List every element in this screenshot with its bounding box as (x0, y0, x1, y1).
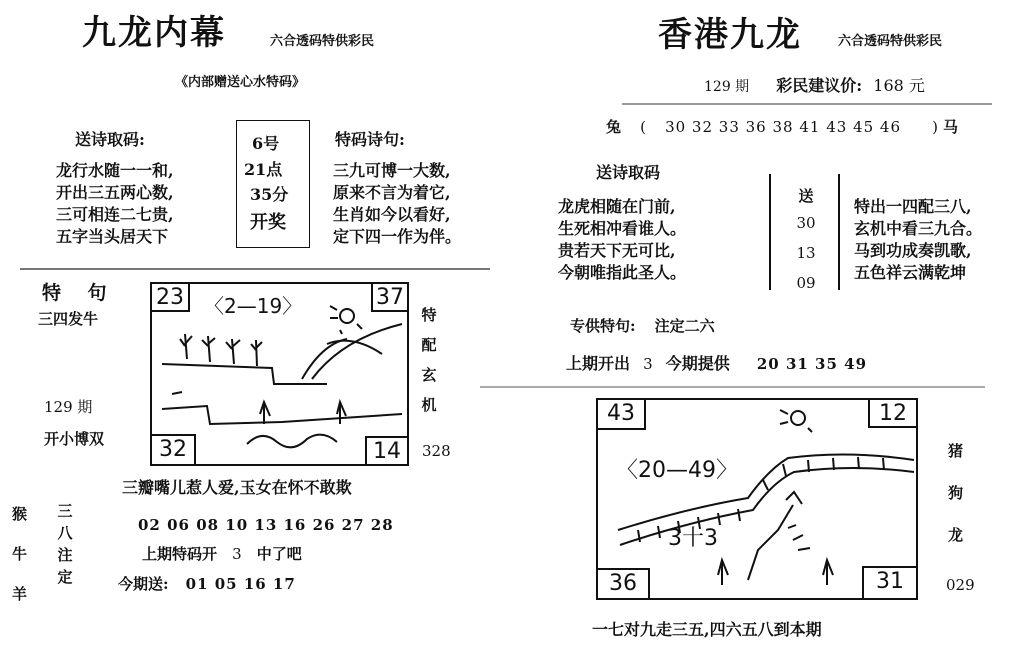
right-poem2-line: 玄机中看三九合。 (854, 219, 983, 238)
right-next-label: 今期提供 (665, 354, 730, 373)
tema-poem (333, 160, 461, 248)
left-divider (20, 268, 490, 270)
send-right-line (838, 174, 840, 290)
zodiac-column (12, 494, 27, 614)
right-poem-heading: 送诗取码 (596, 163, 661, 182)
side-animal: 猪 (948, 442, 964, 460)
right-poem2-line: 五色祥云满乾坤 (854, 263, 967, 282)
draw-time-text (244, 130, 306, 238)
right-last-label: 上期开出 (566, 354, 631, 373)
paren-close: ) (932, 118, 938, 136)
left-tagline: 《内部赠送心水特码》 (175, 75, 306, 90)
corner-number: 32 (150, 434, 196, 466)
send-label: 送 (798, 187, 814, 205)
zhu-column: 三八注定 (57, 502, 73, 586)
right-last-row (566, 356, 867, 372)
send-left-line (769, 174, 771, 290)
special-label: 专供特句: (570, 317, 636, 335)
left-kai: 开小博双 (44, 430, 105, 448)
corner-number: 37 (371, 282, 409, 312)
left-picture (150, 282, 409, 466)
send-number: 13 (796, 244, 816, 262)
send-column (786, 184, 826, 298)
tema-line: 原来不言为着它, (333, 183, 451, 202)
side-animals (948, 430, 963, 556)
paren-open: ( (640, 118, 646, 136)
price-label: 彩民建议价: (776, 76, 863, 95)
left-subtitle: 六合透码特供彩民 (270, 34, 375, 49)
right-poem-line: 今朝唯指此圣人。 (558, 263, 687, 282)
right-poem2-line: 特出一四配三八, (854, 197, 972, 216)
left-issue: 129 期 (44, 398, 93, 416)
right-poem-line: 龙虎相随在门前, (558, 197, 676, 216)
last-label: 上期特码开 (142, 545, 218, 563)
left-numbers: 02 06 08 10 13 16 26 27 28 (138, 516, 394, 534)
corner-number: 31 (862, 566, 918, 600)
send-number: 09 (796, 274, 816, 292)
draw-hour: 21点 (244, 160, 283, 179)
right-title: 香港九龙 (658, 15, 802, 55)
right-poem-line: 生死相冲看谁人。 (558, 219, 687, 238)
hand-middle: 3十3 (668, 526, 718, 551)
price-row (704, 78, 925, 94)
side-vertical: 特配玄机 (421, 306, 437, 414)
special-text: 注定二六 (654, 317, 715, 335)
left-sketch (152, 284, 407, 464)
right-last-numbers: 20 31 35 49 (756, 355, 868, 373)
corner-number: 36 (596, 568, 650, 600)
left-poem-line: 五字当头居天下 (56, 227, 169, 246)
send-number: 30 (796, 214, 816, 232)
left-poem (56, 160, 174, 248)
side-animal: 狗 (948, 484, 964, 502)
riddle: 三瓣嘴儿惹人爱,玉女在怀不敢欺 (122, 478, 352, 497)
draw-minute: 35分 (250, 185, 289, 204)
corner-number: 12 (868, 398, 918, 428)
tema-line: 生肖如今以看好, (333, 205, 451, 224)
teju-label: 特 句 (42, 282, 107, 304)
corner-number: 23 (150, 282, 190, 312)
jinqi-row (118, 576, 296, 592)
hand-range: 〈20—49〉 (616, 458, 738, 483)
corner-number: 43 (596, 398, 646, 430)
left-last (142, 546, 302, 562)
special-row (570, 318, 715, 334)
zodiac-char: 猴 (12, 505, 28, 523)
price-value: 168 元 (873, 76, 925, 95)
corner-number: 14 (365, 436, 409, 466)
right-last-number: 3 (643, 355, 653, 373)
left-title: 九龙内幕 (82, 13, 226, 53)
zodiac-char: 牛 (12, 545, 28, 563)
last-number: 3 (232, 545, 242, 563)
right-sketch (598, 400, 916, 598)
zodiac-line (606, 119, 958, 135)
zodiac-char: 羊 (12, 585, 28, 603)
jinqi-label: 今期送: (118, 575, 169, 593)
right-subtitle: 六合透码特供彩民 (838, 34, 943, 49)
left-poem-line: 龙行水随一一和, (56, 161, 174, 180)
right-top-divider (622, 103, 992, 105)
draw-day: 6号 (252, 134, 280, 153)
right-poem-line: 贵若天下无可比, (558, 241, 676, 260)
tema-heading: 特码诗句: (335, 130, 405, 149)
left-poem-line: 开出三五两心数, (56, 183, 174, 202)
draw-open: 开奖 (250, 212, 286, 233)
right-mid-divider (480, 386, 985, 388)
zodiac-left: 兔 (606, 118, 622, 136)
left-poem-line: 三可相连二七贵, (56, 205, 174, 224)
zodiac-right: 马 (943, 118, 959, 136)
right-issue: 129 期 (704, 79, 750, 95)
right-poem (558, 196, 686, 284)
hand-range: 〈2—19〉 (204, 294, 303, 318)
tema-line: 三九可博一大数, (333, 161, 451, 180)
teju-text: 三四发牛 (38, 310, 99, 328)
left-side-num: 328 (422, 442, 451, 460)
right-poem2 (854, 196, 982, 284)
zodiac-numbers: 30 32 33 36 38 41 43 45 46 (665, 118, 901, 136)
last-suffix: 中了吧 (256, 545, 302, 563)
right-side-num: 029 (946, 576, 975, 594)
right-picture (596, 398, 918, 600)
right-poem2-line: 马到功成奏凯歌, (854, 241, 972, 260)
jinqi-numbers: 01 05 16 17 (185, 575, 296, 593)
tema-line: 定下四一作为伴。 (333, 227, 462, 246)
right-footer: 一七对九走三五,四六五八到本期 (592, 620, 822, 639)
side-animal: 龙 (948, 526, 964, 544)
left-poem-heading: 送诗取码: (75, 130, 145, 149)
